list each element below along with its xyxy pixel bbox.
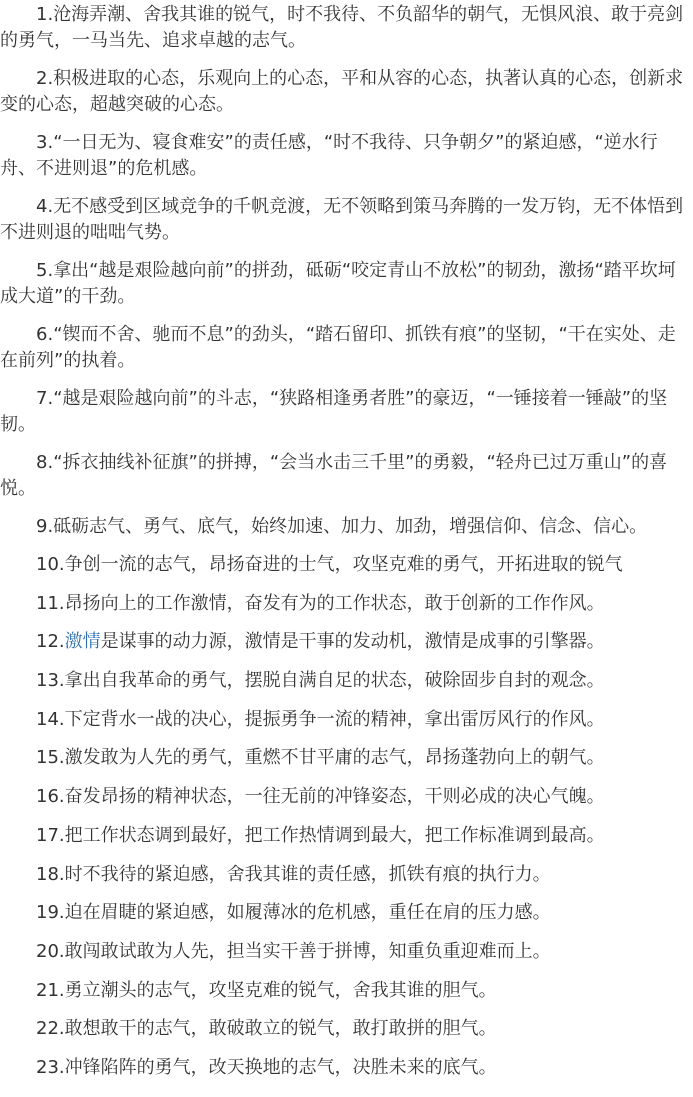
paragraph-15 — [0, 745, 693, 771]
paragraph-2 — [0, 66, 693, 118]
paragraph-9 — [0, 514, 693, 540]
paragraph-8 — [0, 450, 693, 502]
para-number: 17. — [36, 824, 65, 846]
para-text: 是谋事的动力源，激情是干事的发动机，激情是成事的引擎器。 — [100, 631, 605, 653]
para-number: 20. — [36, 940, 65, 962]
para-number: 22. — [36, 1018, 65, 1040]
para-text: 时不我待的紧迫感，舍我其谁的责任感，抓铁有痕的执行力。 — [64, 863, 551, 885]
para-text: “越是艰险越向前”的斗志，“狭路相逢勇者胜”的豪迈，“一锤接着一锤敲”的坚韧。 — [0, 388, 668, 435]
paragraph-17 — [0, 823, 693, 849]
para-text: “拆衣抽线补征旗”的拼搏，“会当水击三千里”的勇毅，“轻舟已过万重山”的喜悦。 — [0, 452, 668, 499]
para-number: 7. — [36, 388, 54, 409]
para-text: 勇立潮头的志气，攻坚克难的锐气，舍我其谁的胆气。 — [64, 979, 497, 1001]
para-number: 16. — [36, 786, 65, 808]
paragraph-13 — [0, 668, 693, 694]
para-text: 昂扬向上的工作激情，奋发有为的工作状态，敢于创新的工作作风。 — [64, 592, 605, 614]
paragraph-7 — [0, 386, 693, 438]
paragraph-20 — [0, 939, 693, 965]
para-number: 11. — [36, 592, 65, 614]
paragraph-3 — [0, 130, 693, 182]
para-text: 拿出自我革命的勇气，摆脱自满自足的状态，破除固步自封的观念。 — [64, 670, 605, 692]
para-text: 冲锋陷阵的勇气，改天换地的志气，决胜未来的底气。 — [64, 1056, 497, 1078]
para-number: 6. — [36, 324, 54, 345]
paragraph-12 — [0, 629, 693, 655]
paragraph-6 — [0, 322, 693, 374]
para-number: 8. — [36, 452, 54, 473]
para-text: 争创一流的志气，昂扬奋进的士气，攻坚克难的勇气，开拓进取的锐气 — [64, 554, 623, 575]
paragraph-21 — [0, 978, 693, 1004]
para-number: 19. — [36, 902, 65, 924]
paragraph-4 — [0, 194, 693, 246]
para-text: 积极进取的心态，乐观向上的心态，平和从容的心态，执著认真的心态，创新求变的心态，超越突破的心态。 — [0, 68, 684, 115]
para-number: 15. — [36, 747, 65, 769]
para-text: 把工作状态调到最好，把工作热情调到最大，把工作标准调到最高。 — [64, 824, 605, 846]
para-text: 下定背水一战的决心，提振勇争一流的精神，拿出雷厉风行的作风。 — [64, 708, 605, 730]
paragraph-10 — [0, 552, 693, 578]
para-number: 3. — [36, 132, 54, 153]
para-number: 12. — [36, 631, 65, 653]
para-text: 砥砺志气、勇气、底气，始终加速、加力、加劲，增强信仰、信念、信心。 — [53, 516, 648, 537]
paragraph-22 — [0, 1016, 693, 1042]
para-text: 激发敢为人先的勇气，重燃不甘平庸的志气，昂扬蓬勃向上的朝气。 — [64, 747, 605, 769]
paragraph-14 — [0, 707, 693, 733]
para-number: 21. — [36, 979, 65, 1001]
para-text: 奋发昂扬的精神状态，一往无前的冲锋姿态，干则必成的决心气魄。 — [64, 786, 605, 808]
paragraph-5 — [0, 258, 693, 310]
paragraph-1 — [0, 0, 693, 54]
para-text: 敢闯敢试敢为人先，担当实干善于拼博，知重负重迎难而上。 — [64, 940, 551, 962]
para-text: 迫在眉睫的紧迫感，如履薄冰的危机感，重任在肩的压力感。 — [64, 902, 551, 924]
paragraph-16 — [0, 784, 693, 810]
para-text: 沧海弄潮、舍我其谁的锐气，时不我待、不负韶华的朝气，无惧风浪、敢于亮剑的勇气，一马当先、追求卓越的志气。 — [0, 4, 684, 51]
para-text: 无不感受到区域竞争的千帆竞渡，无不领略到策马奔腾的一发万钧，无不体悟到不进则退的咄咄气势。 — [0, 196, 684, 243]
para-text: “一日无为、寝食难安”的责任感，“时不我待、只争朝夕”的紧迫感，“逆水行舟、不进则退”的危机感。 — [0, 132, 658, 179]
paragraph-23 — [0, 1055, 693, 1081]
para-number: 18. — [36, 863, 65, 885]
para-number: 5. — [36, 260, 54, 281]
para-number: 13. — [36, 670, 65, 692]
para-number: 2. — [36, 68, 54, 89]
paragraph-11 — [0, 591, 693, 617]
para-number: 9. — [36, 516, 54, 537]
para-number: 1. — [36, 4, 54, 25]
para-number: 23. — [36, 1056, 65, 1078]
keyword-link[interactable]: 激情 — [64, 631, 101, 653]
paragraph-18 — [0, 862, 693, 888]
para-number: 14. — [36, 708, 65, 730]
para-text: “锲而不舍、驰而不息”的劲头，“踏石留印、抓铁有痕”的坚韧，“干在实处、走在前列”的执着。 — [0, 324, 676, 371]
para-number: 4. — [36, 196, 54, 217]
para-text: 拿出“越是艰险越向前”的拼劲，砥砺“咬定青山不放松”的韧劲，激扬“踏平坎坷成大道”的干劲。 — [0, 260, 676, 307]
para-number: 10. — [36, 554, 65, 575]
paragraph-19 — [0, 900, 693, 926]
para-text: 敢想敢干的志气，敢破敢立的锐气，敢打敢拼的胆气。 — [64, 1018, 497, 1040]
